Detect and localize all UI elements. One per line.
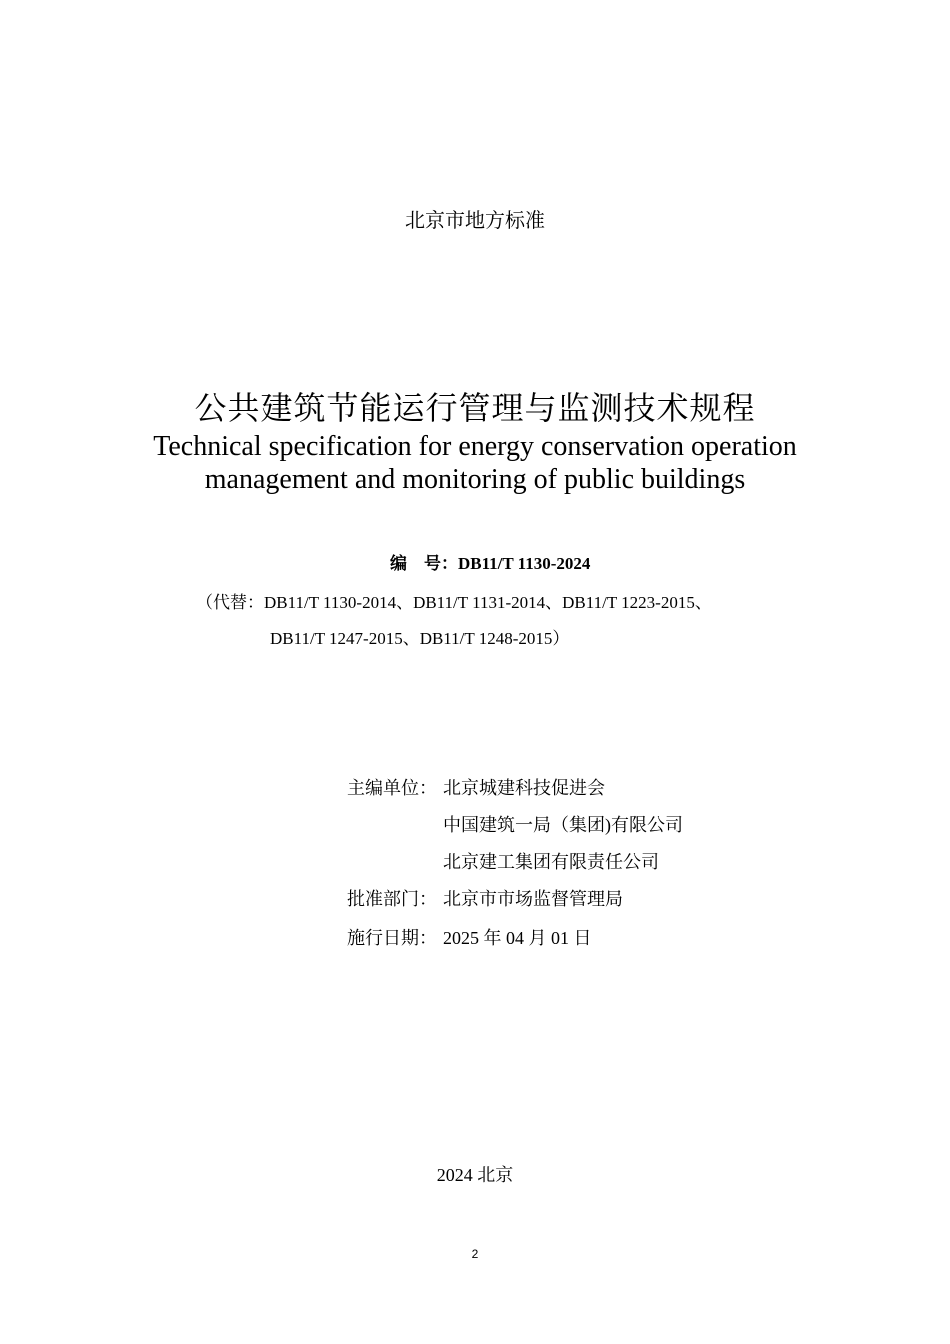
- title-chinese: 公共建筑节能运行管理与监测技术规程: [194, 389, 756, 427]
- effective-date-label: 施行日期：: [347, 928, 437, 948]
- standard-code-value: DB11/T 1130-2024: [458, 554, 591, 573]
- effective-date-row: [347, 925, 592, 951]
- title-english-line-2: management and monitoring of public buildings: [204, 464, 746, 495]
- standard-code: [390, 552, 590, 576]
- chief-editor-label: 主编单位：: [347, 778, 437, 798]
- chief-editor-2: 中国建筑一局（集团)有限公司: [443, 815, 683, 835]
- title-english-line-1: Technical specification for energy conservation operation: [153, 431, 797, 462]
- effective-date-value: 2025 年 04 月 01 日: [443, 928, 592, 948]
- standard-code-label: 编 号：: [390, 554, 458, 574]
- chief-editor-row: [347, 775, 605, 801]
- page-number: 2: [471, 1247, 479, 1261]
- footer-year-location: 2024 北京: [436, 1165, 514, 1185]
- standard-type: 北京市地方标准: [405, 208, 545, 232]
- replaces-line-2: DB11/T 1247-2015、DB11/T 1248-2015）: [270, 629, 570, 648]
- chief-editor-1: 北京城建科技促进会: [443, 778, 605, 798]
- chief-editor-3: 北京建工集团有限责任公司: [443, 852, 659, 872]
- approval-label: 批准部门：: [347, 889, 437, 909]
- approval-value: 北京市市场监督管理局: [443, 889, 623, 909]
- replaces-line-1: （代替：DB11/T 1130-2014、DB11/T 1131-2014、DB11/T 1223-2015、: [196, 593, 712, 612]
- approval-row: [347, 886, 623, 912]
